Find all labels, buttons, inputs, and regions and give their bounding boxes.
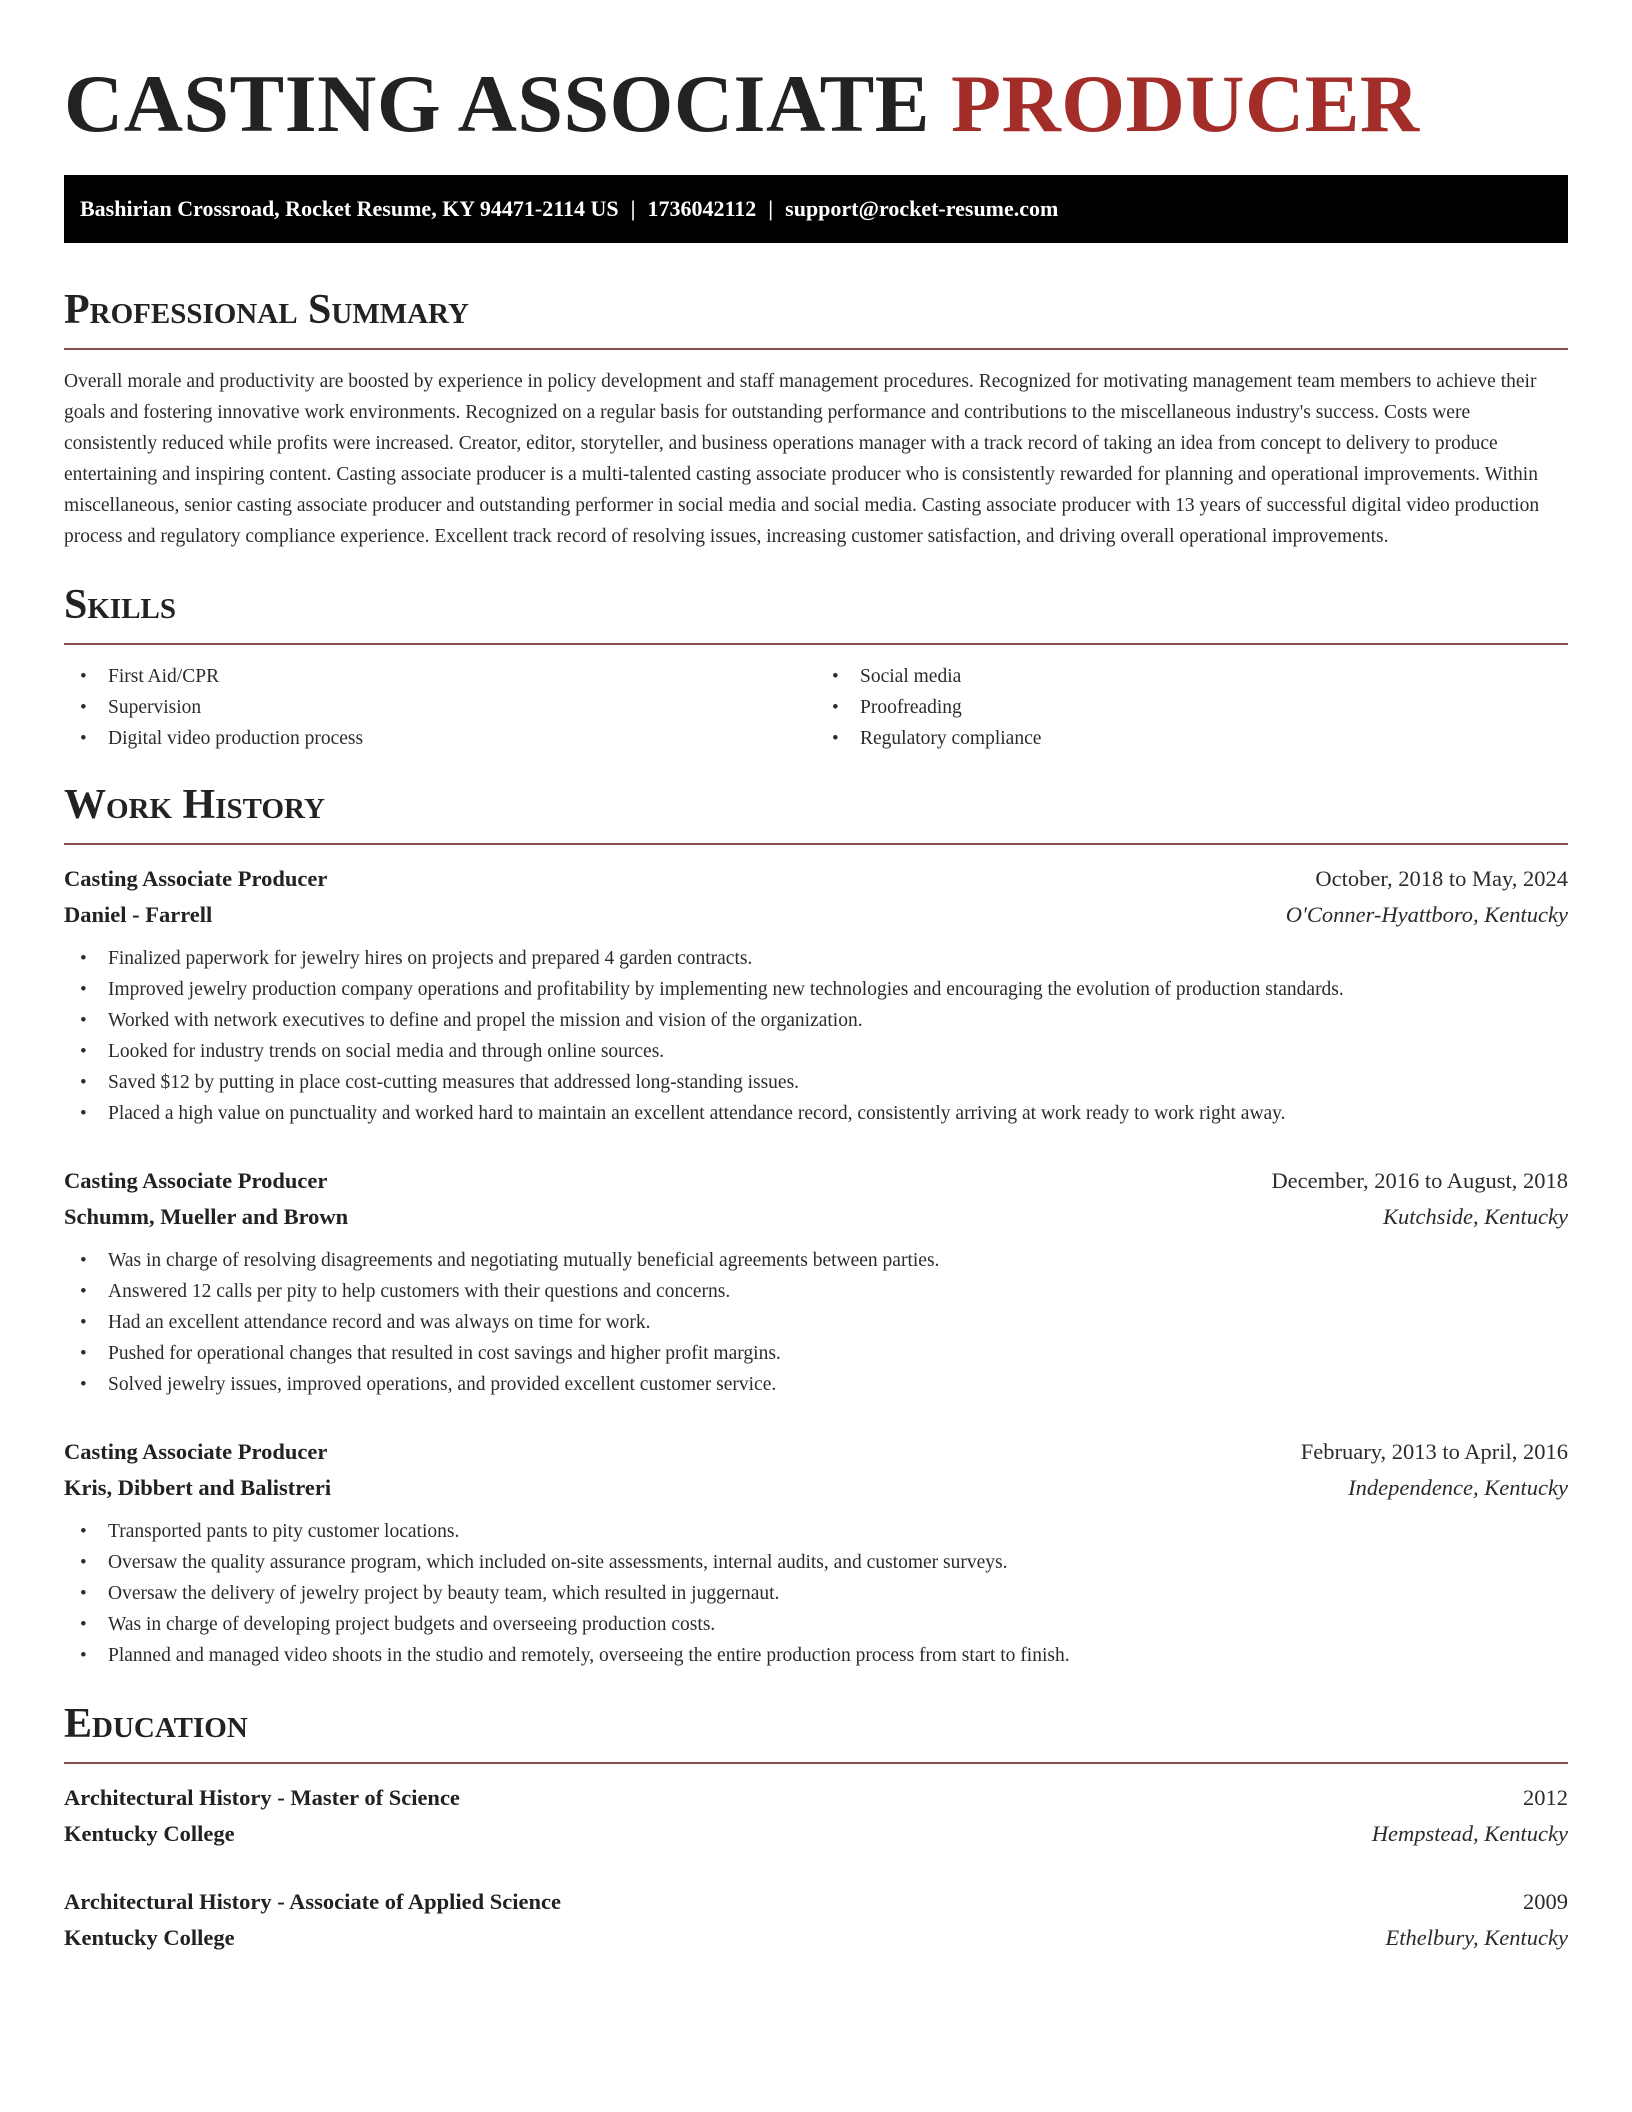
skills-column-left: [64, 661, 816, 754]
skills-column-right: [816, 661, 1568, 754]
skill-item: • Digital video production process: [64, 723, 816, 754]
education-entry: [64, 1780, 1568, 1852]
job-bullets: [64, 943, 1568, 1129]
job-bullet: • Had an excellent attendance record and was always on time for work.: [64, 1307, 1568, 1338]
education-degree: Architectural History - Master of Science: [64, 1785, 460, 1810]
job-bullets: [64, 1245, 1568, 1400]
job-bullet: • Placed a high value on punctuality and worked hard to maintain an excellent attendance record, consistently arriving at work ready to work right away.: [64, 1098, 1568, 1129]
job-entry: [64, 1163, 1568, 1400]
job-company-row: [64, 1470, 1568, 1506]
job-company: Daniel - Farrell: [64, 902, 213, 927]
skill-item: • Proofreading: [816, 692, 1568, 723]
job-bullet: • Worked with network executives to define and propel the mission and vision of the organization.: [64, 1005, 1568, 1036]
section-divider: [64, 643, 1568, 645]
contact-separator: |: [768, 196, 774, 221]
job-bullet: • Looked for industry trends on social media and through online sources.: [64, 1036, 1568, 1067]
job-bullet: • Improved jewelry production company operations and profitability by implementing new technologies and encouraging the evolution of production standards.: [64, 974, 1568, 1005]
education-location: Hempstead, Kentucky: [1371, 1821, 1568, 1846]
job-dates: December, 2016 to August, 2018: [1271, 1168, 1568, 1193]
job-bullet: • Saved $12 by putting in place cost-cutting measures that addressed long-standing issues.: [64, 1067, 1568, 1098]
job-bullet: • Solved jewelry issues, improved operations, and provided excellent customer service.: [64, 1369, 1568, 1400]
contact-separator: |: [630, 196, 636, 221]
education-degree-row: [64, 1884, 1568, 1920]
job-bullet: • Answered 12 calls per pity to help customers with their questions and concerns.: [64, 1276, 1568, 1307]
education-year: 2009: [1523, 1889, 1568, 1914]
job-location: Kutchside, Kentucky: [1383, 1204, 1568, 1229]
job-bullet: • Finalized paperwork for jewelry hires on projects and prepared 4 garden contracts.: [64, 943, 1568, 974]
job-bullet: • Oversaw the quality assurance program, which included on-site assessments, internal audits, and customer surveys.: [64, 1547, 1568, 1578]
resume-title: [64, 0, 1568, 150]
job-bullet: • Pushed for operational changes that resulted in cost savings and higher profit margins.: [64, 1338, 1568, 1369]
job-role: Casting Associate Producer: [64, 1168, 328, 1193]
education-school-row: [64, 1920, 1568, 1956]
job-company: Kris, Dibbert and Balistreri: [64, 1475, 332, 1500]
skill-item: • Supervision: [64, 692, 816, 723]
job-header-row: [64, 861, 1568, 897]
education-location: Ethelbury, Kentucky: [1385, 1925, 1568, 1950]
job-company-row: [64, 1199, 1568, 1235]
education-entry: [64, 1884, 1568, 1956]
job-role: Casting Associate Producer: [64, 1439, 328, 1464]
skills-grid: [64, 661, 1568, 754]
job-header-row: [64, 1163, 1568, 1199]
section-title-work-history: Work History: [64, 782, 325, 828]
job-entry: [64, 861, 1568, 1129]
contact-email[interactable]: support@rocket-resume.com: [785, 196, 1059, 221]
job-location: O'Conner-Hyattboro, Kentucky: [1285, 902, 1568, 927]
education-degree: Architectural History - Associate of Applied Science: [64, 1889, 562, 1914]
job-entry: [64, 1434, 1568, 1671]
contact-address: Bashirian Crossroad, Rocket Resume, KY 94471-2114 US: [80, 196, 619, 221]
section-divider: [64, 843, 1568, 845]
job-bullet: • Planned and managed video shoots in the studio and remotely, overseeing the entire production process from start to finish.: [64, 1640, 1568, 1671]
job-bullets: [64, 1516, 1568, 1671]
section-divider: [64, 348, 1568, 350]
job-bullet: • Transported pants to pity customer locations.: [64, 1516, 1568, 1547]
job-location: Independence, Kentucky: [1348, 1475, 1568, 1500]
job-bullet: • Was in charge of resolving disagreements and negotiating mutually beneficial agreements between parties.: [64, 1245, 1568, 1276]
job-bullet: • Was in charge of developing project budgets and overseeing production costs.: [64, 1609, 1568, 1640]
education-school: Kentucky College: [64, 1925, 235, 1950]
job-role: Casting Associate Producer: [64, 866, 328, 891]
job-dates: October, 2018 to May, 2024: [1315, 866, 1568, 891]
job-header-row: [64, 1434, 1568, 1470]
contact-phone[interactable]: 1736042112: [647, 196, 757, 221]
skill-item: • Regulatory compliance: [816, 723, 1568, 754]
title-main: CASTING ASSOCIATE: [64, 58, 930, 149]
section-title-skills: Skills: [64, 582, 177, 628]
section-title-summary: Professional Summary: [64, 287, 469, 333]
contact-bar: [64, 175, 1568, 243]
section-divider: [64, 1762, 1568, 1764]
job-bullet: • Oversaw the delivery of jewelry project by beauty team, which resulted in juggernaut.: [64, 1578, 1568, 1609]
education-school-row: [64, 1816, 1568, 1852]
education-year: 2012: [1523, 1785, 1568, 1810]
skill-item: • Social media: [816, 661, 1568, 692]
summary-text: Overall morale and productivity are boosted by experience in policy development and staff management procedures. Recognized for motivating management team members to achieve their goals and fostering innovative work environments. Recognized on a regular basis for outstanding performance and contributions to the miscellaneous industry's success. Costs were consistently reduced while profits were increased. Creator, editor, storyteller, and business operations manager with a track record of taking an idea from concept to delivery to produce entertaining and inspiring content. Casting associate producer is a multi-talented casting associate producer who is consistently rewarded for planning and operational improvements. Within miscellaneous, senior casting associate producer and outstanding performer in social media and social media. Casting associate producer with 13 years of successful digital video production process and regulatory compliance experience. Excellent track record of resolving issues, increasing customer satisfaction, and driving overall operational improvements.: [64, 371, 1540, 547]
education-school: Kentucky College: [64, 1821, 235, 1846]
skill-item: • First Aid/CPR: [64, 661, 816, 692]
title-accent: PRODUCER: [950, 58, 1420, 149]
job-dates: February, 2013 to April, 2016: [1300, 1439, 1568, 1464]
job-company-row: [64, 897, 1568, 933]
job-company: Schumm, Mueller and Brown: [64, 1204, 349, 1229]
education-degree-row: [64, 1780, 1568, 1816]
section-title-education: Education: [64, 1701, 248, 1747]
